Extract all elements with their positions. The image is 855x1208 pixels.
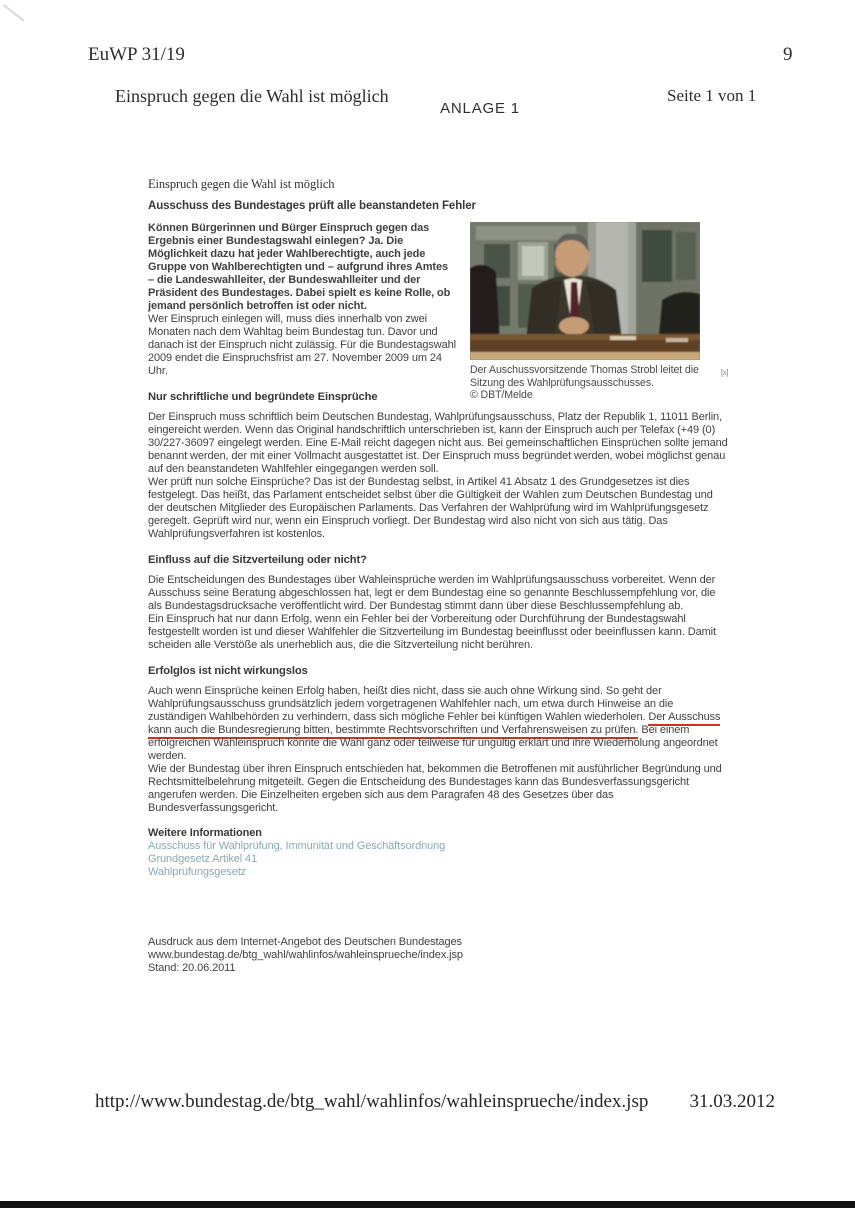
article-headline: Ausschuss des Bundestages prüft alle beanstandeten Fehler: [148, 200, 476, 212]
link-grundgesetz-artikel-41[interactable]: Grundgesetz Artikel 41: [148, 853, 258, 865]
page-count-label: Seite 1 von 1: [667, 86, 757, 105]
red-underlined-sentence: Der Ausschuss kann auch die Bundesregierung bitten, bestimmte Rechtsvorschriften und Verfahrensweisen zu prüfen.: [148, 711, 720, 739]
link-wahlpruefungsgesetz[interactable]: Wahlprüfungsgesetz: [148, 866, 247, 878]
article-body: [148, 178, 728, 975]
annex-label: ANLAGE 1: [440, 100, 520, 117]
section-heading-seats: Einfluss auf die Sitzverteilung oder nicht?: [148, 554, 367, 566]
running-header-title: Einspruch gegen die Wahl ist möglich: [115, 86, 389, 106]
footer-url: http://www.bundestag.de/btg_wahl/wahlinfos/wahleinsprueche/index.jsp: [95, 1091, 649, 1112]
effect-text-after: Bei einem erfolgreichen Wahleinspruch könnte die Wahl ganz oder teilweise für ungültig erklärt und ihre Wiederholung angeordnet werden.: [148, 724, 718, 762]
section-heading-written: Nur schriftliche und begründete Einsprüche: [148, 391, 378, 403]
photo-caption: Der Auschussvorsitzende Thomas Strobl leitet die Sitzung des Wahlprüfungsausschusses.: [470, 364, 699, 389]
more-information-block: [148, 827, 728, 879]
written-paragraph-2: Wer prüft nun solche Einsprüche? Das ist der Bundestag selbst, in Artikel 41 Absatz 1 des Grundgesetzes ist dies festgelegt. Das heißt, das Parlament entscheidet selbst über die Gültigkeit der Wahlen zum Deutschen Bundestag und der deutschen Mitglieder des Europäischen Parlaments. Das Verfahren der Wahlprüfung wird im Wahlprüfungsgesetz geregelt. Geprüft wird nur, wenn ein Einspruch vorliegt. Der Bundestag wird also nicht von sich aus tätig. Das Wahlprüfungsverfahren ist kostenlos.: [148, 476, 713, 540]
article-kicker: Einspruch gegen die Wahl ist möglich: [148, 177, 335, 191]
footer-date: 31.03.2012: [689, 1091, 775, 1112]
article-figure: [470, 222, 728, 402]
effect-paragraph-2: Wie der Bundestag über ihren Einspruch entschieden hat, bekommen die Betroffenen mit ausführlicher Begründung und Rechtsmittelbelehrung mitgeteilt. Gegen die Entscheidung des Bundestages kann das Bundesverfassungsgericht angerufen werden. Die Einzelheiten ergeben sich aus dem Paragrafen 48 des Gesetzes über das Bundesverfassungsgericht.: [148, 763, 722, 814]
scan-corner-artifact: [3, 4, 25, 22]
image-marker-icon: [x]: [721, 368, 728, 377]
committee-photo-image: [470, 222, 700, 360]
printed-footer: [95, 1091, 775, 1113]
section-heading-effect: Erfolglos ist nicht wirkungslos: [148, 665, 308, 677]
link-wahlpruefung-ausschuss[interactable]: Ausschuss für Wahlprüfung, Immunität und Geschäftsordnung: [148, 840, 446, 852]
photo-credit: © DBT/Melde: [470, 389, 533, 401]
written-paragraph-1: Der Einspruch muss schriftlich beim Deutschen Bundestag, Wahlprüfungsausschuss, Platz der Republik 1, 11011 Berlin, eingereicht werden. Wenn das Original handschriftlich unterschrieben ist, kann der Einspruch auch per Telefax (+49 (0) 30/227-36097 eingelegt werden. Eine E-Mail reicht dagegen nicht aus. Bei gemeinschaftlichen Einsprüchen sollte jemand benannt werden, der mit einer Vollmacht ausgestattet ist. Der Einspruch muss begründet werden, wobei möglichst genau auf den beanstandeten Wahlfehler eingegangen werden soll.: [148, 411, 728, 475]
print-note-line2: www.bundestag.de/btg_wahl/wahlinfos/wahleinsprueche/index.jsp: [148, 949, 463, 961]
effect-paragraph-1: [148, 685, 728, 763]
lead-paragraph: Können Bürgerinnen und Bürger Einspruch gegen das Ergebnis einer Bundestagswahl einlegen? Ja. Die Möglichkeit dazu hat jeder Wahlberechtigte, auch jede Gruppe von Wahlberechtigten und – aufgrund ihres Amtes – die Landeswahlleiter, der Bundeswahlleiter und der Präsident des Bundestages. Dabei spielt es keine Rolle, ob jemand persönlich betroffen ist oder nicht.: [148, 222, 451, 312]
doc-reference: EuWP 31/19: [88, 44, 185, 65]
print-note-line3: Stand: 20.06.2011: [148, 962, 236, 974]
seats-paragraph-2: Ein Einspruch hat nur dann Erfolg, wenn ein Fehler bei der Vorbereitung oder Durchführung der Bundestagswahl festgestellt worden ist und dieser Wahlfehler die Sitzverteilung im Bundestag beeinflusst oder beeinflussen kann. Damit scheiden alle Verstöße als unerheblich aus, die die Sitzverteilung nicht berühren.: [148, 613, 716, 651]
seats-paragraph-1: Die Entscheidungen des Bundestages über Wahleinsprüche werden im Wahlprüfungsausschuss vorbereitet. Wenn der Ausschuss seine Beratung abgeschlossen hat, legt er dem Bundestag eine so genannte Beschlussempfehlung vor, die als Bundestagsdrucksache veröffentlicht wird. Der Bundestag stimmt dann über diese Beschlussempfehlung ab.: [148, 574, 716, 612]
committee-photo: [470, 222, 700, 360]
deadline-paragraph: Wer Einspruch einlegen will, muss dies innerhalb von zwei Monaten nach dem Wahltag beim Bundestag tun. Davor und danach ist der Einspruch nicht zulässig. Für die Bundestagswahl 2009 endet die Einspruchsfrist am 27. November 2009 um 24 Uhr.: [148, 313, 456, 377]
effect-text-before: Auch wenn Einsprüche keinen Erfolg haben, heißt dies nicht, dass sie auch ohne Wirkung sind. So geht der Wahlprüfungsausschuss grundsätzlich jedem vorgetragenen Wahlfehler nach, um etwa durch Hinweise an die zuständigen Wahlbehörden zu verhindern, dass sich mögliche Fehler bei künftigen Wahlen wiederholen.: [148, 685, 674, 723]
scan-bottom-bar: [0, 1201, 855, 1208]
more-information-heading: Weitere Informationen: [148, 827, 262, 839]
page-number: 9: [783, 44, 793, 65]
print-note-line1: Ausdruck aus dem Internet-Angebot des Deutschen Bundestages: [148, 936, 462, 948]
print-note: [148, 936, 728, 975]
